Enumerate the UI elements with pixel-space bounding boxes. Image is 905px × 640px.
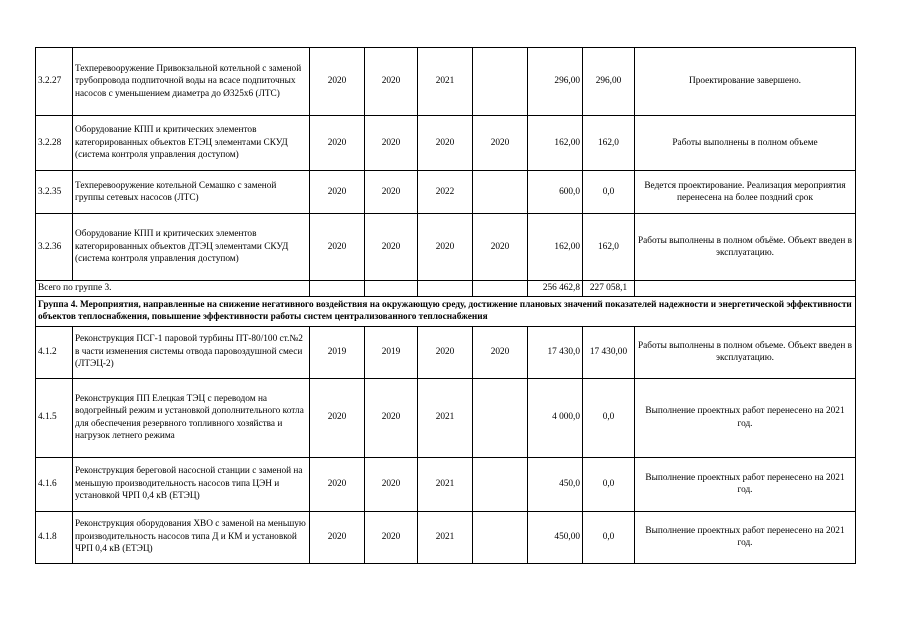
year-cell: 2022 — [418, 171, 473, 214]
amount-fact: 0,0 — [583, 378, 635, 457]
measure-name: Оборудование КПП и критических элементов категорированных объектов ДТЭЦ элементами СКУД (система контроля управления доступом) — [73, 214, 310, 281]
amount-fact: 162,0 — [583, 116, 635, 171]
amount-plan: 450,00 — [528, 511, 583, 563]
year-cell: 2020 — [310, 378, 365, 457]
measure-name: Реконструкция береговой насосной станции с заменой на меньшую производительность насосов типа ЦЭН и установкой ЧРП 0,4 кВ (ЕТЭЦ) — [73, 457, 310, 511]
year-cell — [473, 511, 528, 563]
measure-name: Техперевооружение Привокзальной котельной с заменой трубопровода подпиточной воды на всасе подпиточных насосов с уменьшением диаметра до Ø325х6 (ЛТС) — [73, 48, 310, 116]
empty-cell — [310, 281, 365, 297]
year-cell: 2020 — [310, 511, 365, 563]
amount-fact: 0,0 — [583, 511, 635, 563]
year-cell: 2020 — [365, 116, 418, 171]
year-cell: 2020 — [365, 48, 418, 116]
year-cell — [473, 457, 528, 511]
table-row — [36, 378, 856, 457]
group-total-label: Всего по группе 3. — [36, 281, 310, 297]
status-note: Работы выполнены в полном объеме. Объект введен в эксплуатацию. — [635, 326, 856, 378]
year-cell: 2020 — [418, 214, 473, 281]
group-total-plan: 256 462,8 — [528, 281, 583, 297]
year-cell: 2019 — [310, 326, 365, 378]
empty-cell — [635, 281, 856, 297]
group-total-row — [36, 281, 856, 297]
status-note: Работы выполнены в полном объеме — [635, 116, 856, 171]
table-row — [36, 457, 856, 511]
amount-fact: 0,0 — [583, 457, 635, 511]
table-row — [36, 48, 856, 116]
year-cell: 2021 — [418, 48, 473, 116]
row-number: 4.1.2 — [36, 326, 73, 378]
row-number: 3.2.35 — [36, 171, 73, 214]
amount-plan: 17 430,0 — [528, 326, 583, 378]
row-number: 4.1.5 — [36, 378, 73, 457]
year-cell: 2020 — [473, 214, 528, 281]
amount-fact: 0,0 — [583, 171, 635, 214]
row-number: 4.1.6 — [36, 457, 73, 511]
status-note: Выполнение проектных работ перенесено на 2021 год. — [635, 378, 856, 457]
group-header-row — [36, 296, 856, 326]
year-cell: 2020 — [365, 378, 418, 457]
status-note: Выполнение проектных работ перенесено на 2021 год. — [635, 457, 856, 511]
year-cell: 2021 — [418, 378, 473, 457]
year-cell: 2020 — [418, 326, 473, 378]
measure-name: Реконструкция оборудования ХВО с заменой на меньшую производительность насосов типа Д и КМ и установкой ЧРП 0,4 кВ (ЕТЭЦ) — [73, 511, 310, 563]
measure-name: Оборудование КПП и критических элементов категорированных объектов ЕТЭЦ элементами СКУД (система контроля управления доступом) — [73, 116, 310, 171]
status-note: Ведется проектирование. Реализация мероприятия перенесена на более поздний срок — [635, 171, 856, 214]
measure-name: Техперевооружение котельной Семашко с заменой группы сетевых насосов (ЛТС) — [73, 171, 310, 214]
amount-plan: 600,0 — [528, 171, 583, 214]
amount-fact: 296,00 — [583, 48, 635, 116]
year-cell: 2020 — [310, 214, 365, 281]
year-cell: 2020 — [365, 214, 418, 281]
year-cell: 2021 — [418, 511, 473, 563]
amount-plan: 4 000,0 — [528, 378, 583, 457]
year-cell: 2020 — [310, 457, 365, 511]
group-4-heading: Группа 4. Мероприятия, направленные на снижение негативного воздействия на окружающую среду, достижение плановых значений показателей надежности и энергетической эффективности объектов теплоснабжения, повышение эффективности работы систем централизованного теплоснабжения — [36, 296, 856, 326]
empty-cell — [418, 281, 473, 297]
table-row — [36, 116, 856, 171]
row-number: 4.1.8 — [36, 511, 73, 563]
year-cell: 2020 — [365, 171, 418, 214]
year-cell: 2020 — [365, 457, 418, 511]
status-note: Проектирование завершено. — [635, 48, 856, 116]
year-cell: 2020 — [365, 511, 418, 563]
amount-plan: 162,00 — [528, 214, 583, 281]
measure-name: Реконструкция ПП Елецкая ТЭЦ с переводом на водогрейный режим и установкой дополнительного котла для обеспечения резервного топливного хозяйства и нагрузок летнего режима — [73, 378, 310, 457]
year-cell — [473, 378, 528, 457]
empty-cell — [365, 281, 418, 297]
amount-plan: 162,00 — [528, 116, 583, 171]
table-row — [36, 326, 856, 378]
year-cell: 2020 — [473, 326, 528, 378]
group-total-fact: 227 058,1 — [583, 281, 635, 297]
year-cell: 2020 — [473, 116, 528, 171]
table-row — [36, 511, 856, 563]
amount-fact: 17 430,00 — [583, 326, 635, 378]
year-cell: 2019 — [365, 326, 418, 378]
empty-cell — [473, 281, 528, 297]
year-cell — [473, 171, 528, 214]
year-cell: 2020 — [310, 48, 365, 116]
measures-table — [35, 47, 856, 564]
amount-plan: 450,0 — [528, 457, 583, 511]
amount-fact: 162,0 — [583, 214, 635, 281]
year-cell: 2020 — [310, 116, 365, 171]
measure-name: Реконструкция ПСГ-1 паровой турбины ПТ-80/100 ст.№2 в части изменения системы отвода паровоздушной смеси (ЛТЭЦ-2) — [73, 326, 310, 378]
year-cell — [473, 48, 528, 116]
amount-plan: 296,00 — [528, 48, 583, 116]
year-cell: 2021 — [418, 457, 473, 511]
status-note: Работы выполнены в полном объёме. Объект введен в эксплуатацию. — [635, 214, 856, 281]
table-row — [36, 171, 856, 214]
row-number: 3.2.28 — [36, 116, 73, 171]
year-cell: 2020 — [418, 116, 473, 171]
row-number: 3.2.36 — [36, 214, 73, 281]
table-row — [36, 214, 856, 281]
status-note: Выполнение проектных работ перенесено на 2021 год. — [635, 511, 856, 563]
row-number: 3.2.27 — [36, 48, 73, 116]
year-cell: 2020 — [310, 171, 365, 214]
